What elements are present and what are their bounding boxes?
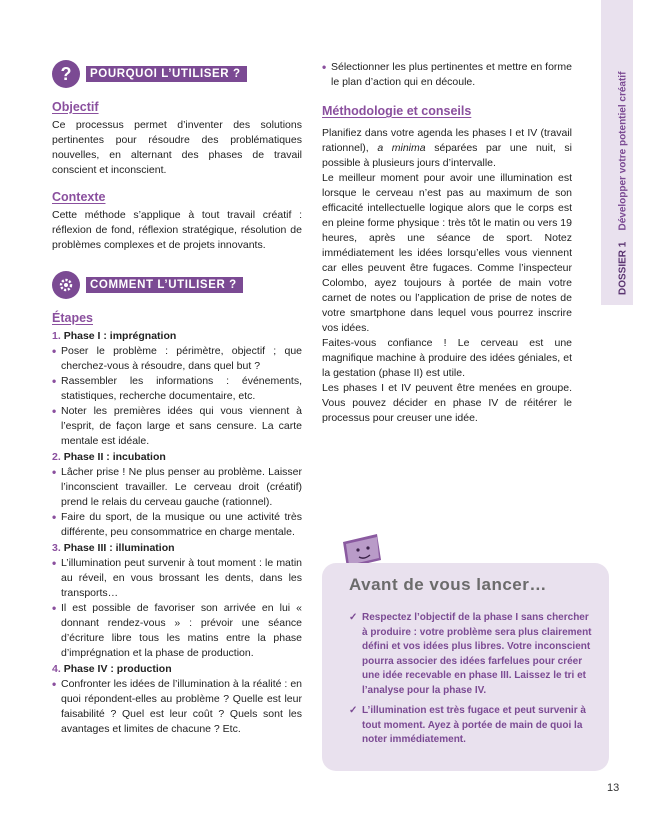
right-column bbox=[322, 60, 572, 426]
etapes-title: Étapes bbox=[52, 311, 93, 325]
pourquoi-heading bbox=[52, 60, 302, 88]
left-column bbox=[52, 60, 302, 737]
side-tab bbox=[601, 0, 633, 305]
list-item: ✓ Respectez l’objectif de la phase I sans chercher à produire : votre problème sera plus clairement défini et vos idées plus libres. Votre inconscient pourra associer des idées farfelues pour créer une idée recevable en phase III. Laissez le tri et l’analyse pour la phase IV. bbox=[349, 612, 592, 696]
list-item: • Confronter les idées de l’illumination à la réalité : en quoi répondent-elles au problème ? Quelle est leur faisabilité ? Quel est leur coût ? Quels sont les avantages et limites de chacune ? Etc. bbox=[52, 677, 302, 735]
check-icon: ✓ bbox=[349, 612, 358, 623]
list-item: • Rassembler les informations : événements, statistiques, recherche documentaire, etc. bbox=[52, 374, 302, 402]
contexte-title: Contexte bbox=[52, 190, 106, 204]
dossier-label: DOSSIER 1 bbox=[617, 241, 629, 295]
methodo-paragraph-4: Les phases I et IV peuvent être menées en groupe. Vous pouvez décider en phase IV de réitérer le processus pour creuser une idée. bbox=[322, 382, 572, 424]
check-icon: ✓ bbox=[349, 705, 358, 716]
contexte-text: Cette méthode s’applique à tout travail créatif : réflexion de fond, réflexion stratégique, résolution de problèmes complexes et de projets innovants. bbox=[52, 209, 302, 251]
comment-title: COMMENT L’UTILISER ? bbox=[86, 277, 243, 293]
list-item: • Poser le problème : périmètre, objectif ; que cherchez-vous à résoudre, dans quel but ? bbox=[52, 344, 302, 372]
methodo-paragraph-2: Le meilleur moment pour avoir une illumination est lorsque le cerveau n’est pas au maximum de son efficacité intellectuelle logique alors que le corps est en pleine forme physique : très tôt le matin ou vers 19 heures, après une séance de sport. Notez immédiatement les idées lorsqu’elles vous viennent car elles peuvent être fugaces. Comme l’inspecteur Colombo, ayez toujours à portée de main votre carnet de notes ou l’application de prise de notes de votre smartphone dans lequel vous pourrez inscrire vos idées. bbox=[322, 172, 572, 334]
phase-title: 4. Phase IV : production bbox=[52, 663, 172, 675]
phase-title: 1. Phase I : imprégnation bbox=[52, 330, 177, 342]
pourquoi-title: POURQUOI L’UTILISER ? bbox=[86, 66, 247, 82]
page-number: 13 bbox=[607, 782, 620, 794]
methodo-paragraph-1: Planifiez dans votre agenda les phases I et IV (travail rationnel), a minima séparées par une nuit, si possible à plusieurs jours d’intervalle. bbox=[322, 127, 572, 169]
list-item: • Sélectionner les plus pertinentes et mettre en forme le plan d’action qui en découle. bbox=[322, 60, 572, 88]
dossier-title: Développer votre potentiel créatif bbox=[617, 71, 629, 231]
phase-list bbox=[52, 329, 302, 737]
question-icon: ? bbox=[52, 60, 80, 88]
objectif-title: Objectif bbox=[52, 100, 99, 114]
objectif-text: Ce processus permet d’inventer des solutions pertinentes pour résoudre des problématiques nouvelles, en alternant des phases de travail conscient et inconscient. bbox=[52, 119, 302, 176]
gear-icon bbox=[52, 271, 80, 299]
avant-title: Avant de vous lancer… bbox=[349, 575, 547, 594]
list-item: ✓ L’illumination est très fugace et peut survenir à tout moment. Ayez à portée de main de quoi la noter immédiatement. bbox=[349, 705, 586, 745]
avant-box bbox=[322, 563, 609, 771]
side-tab-text bbox=[618, 72, 629, 295]
list-item: • Noter les premières idées qui vous viennent à l’esprit, de façon large et sans censure. La carte mentale est idéale. bbox=[52, 404, 302, 447]
list-item: • Lâcher prise ! Ne plus penser au problème. Laisser l’inconscient travailler. Le cerveau droit (créatif) prend le relais du cerveau gauche (rationnel). bbox=[52, 465, 302, 508]
avant-list bbox=[349, 611, 594, 754]
list-item: • Faire du sport, de la musique ou une activité très différente, peu consommatrice en charge mentale. bbox=[52, 510, 302, 538]
methodo-paragraph-3: Faites-vous confiance ! Le cerveau est une magnifique machine à produire des idées géniales, et la gestation (phase II) est utile. bbox=[322, 337, 572, 379]
phase-title: 3. Phase III : illumination bbox=[52, 542, 175, 554]
phase-title: 2. Phase II : incubation bbox=[52, 451, 166, 463]
top-bullet-text: Sélectionner les plus pertinentes et mettre en forme le plan d’action qui en découle. bbox=[331, 61, 572, 88]
list-item: • Il est possible de favoriser son arrivée en lui « donnant rendez-vous » : prévoir une séance d’écriture libre tous les matins entre la phase d’imprégnation et la phase de production. bbox=[52, 601, 302, 659]
comment-heading bbox=[52, 271, 302, 299]
methodo-title: Méthodologie et conseils bbox=[322, 104, 472, 118]
list-item: • L’illumination peut survenir à tout moment : le matin au réveil, en vous brossant les dents, dans les transports… bbox=[52, 556, 302, 599]
